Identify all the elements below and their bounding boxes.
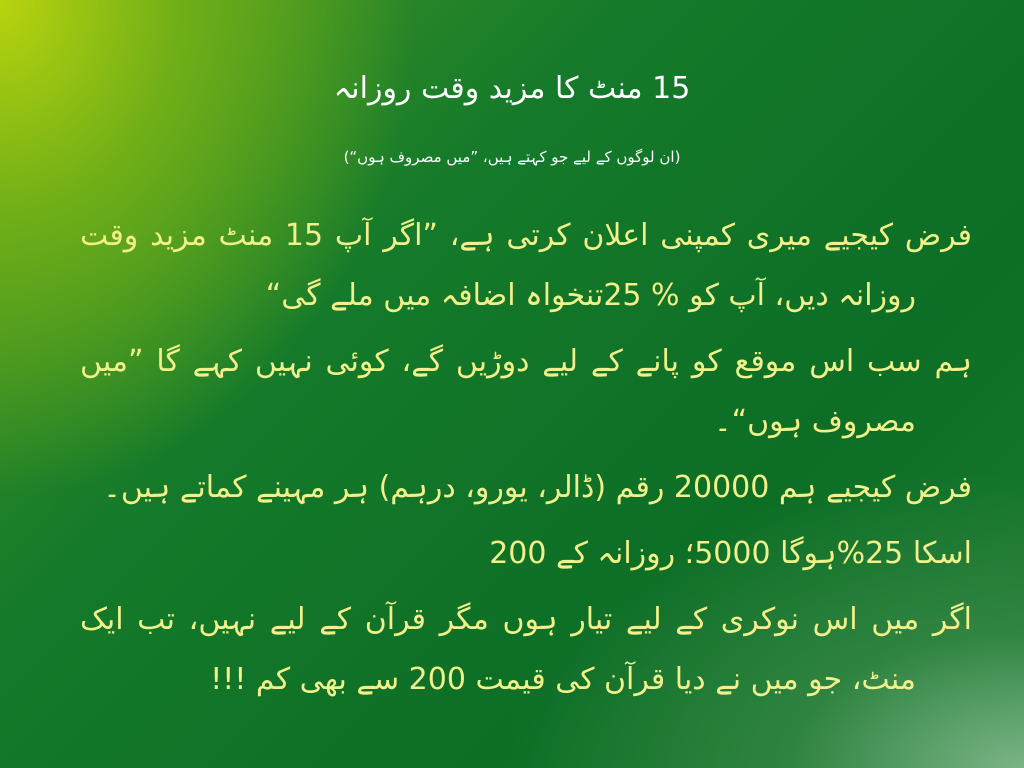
slide-body xyxy=(80,206,972,710)
slide-subtitle: (ان لوگوں کے لیے جو کہتے ہیں، ”میں مصروف ہوں“) xyxy=(343,148,681,166)
paragraph-1: فرض کیجیے میری کمپنی اعلان کرتی ہے، ”اگر آپ 15 منٹ مزید وقت روزانہ دیں، آپ کو % 25تنخواہ اضافہ میں ملے گی“ xyxy=(80,218,972,313)
slide-title: 15 منٹ کا مزید وقت روزانہ xyxy=(333,71,691,106)
paragraph-2: ہم سب اس موقع کو پانے کے لیے دوڑیں گے، کوئی نہیں کہے گا ”میں مصروف ہوں“۔ xyxy=(80,344,972,439)
paragraph-5: اگر میں اس نوکری کے لیے تیار ہوں مگر قرآن کے لیے نہیں، تب ایک منٹ، جو میں نے دیا قرآن کی قیمت 200 سے بھی کم !!! xyxy=(80,602,972,697)
paragraph-4: اسکا 25%ہوگا 5000؛ روزانہ کے 200 xyxy=(489,536,972,571)
paragraph-3: فرض کیجیے ہم 20000 رقم (ڈالر، یورو، درہم) ہر مہینے کماتے ہیں۔ xyxy=(103,470,972,505)
